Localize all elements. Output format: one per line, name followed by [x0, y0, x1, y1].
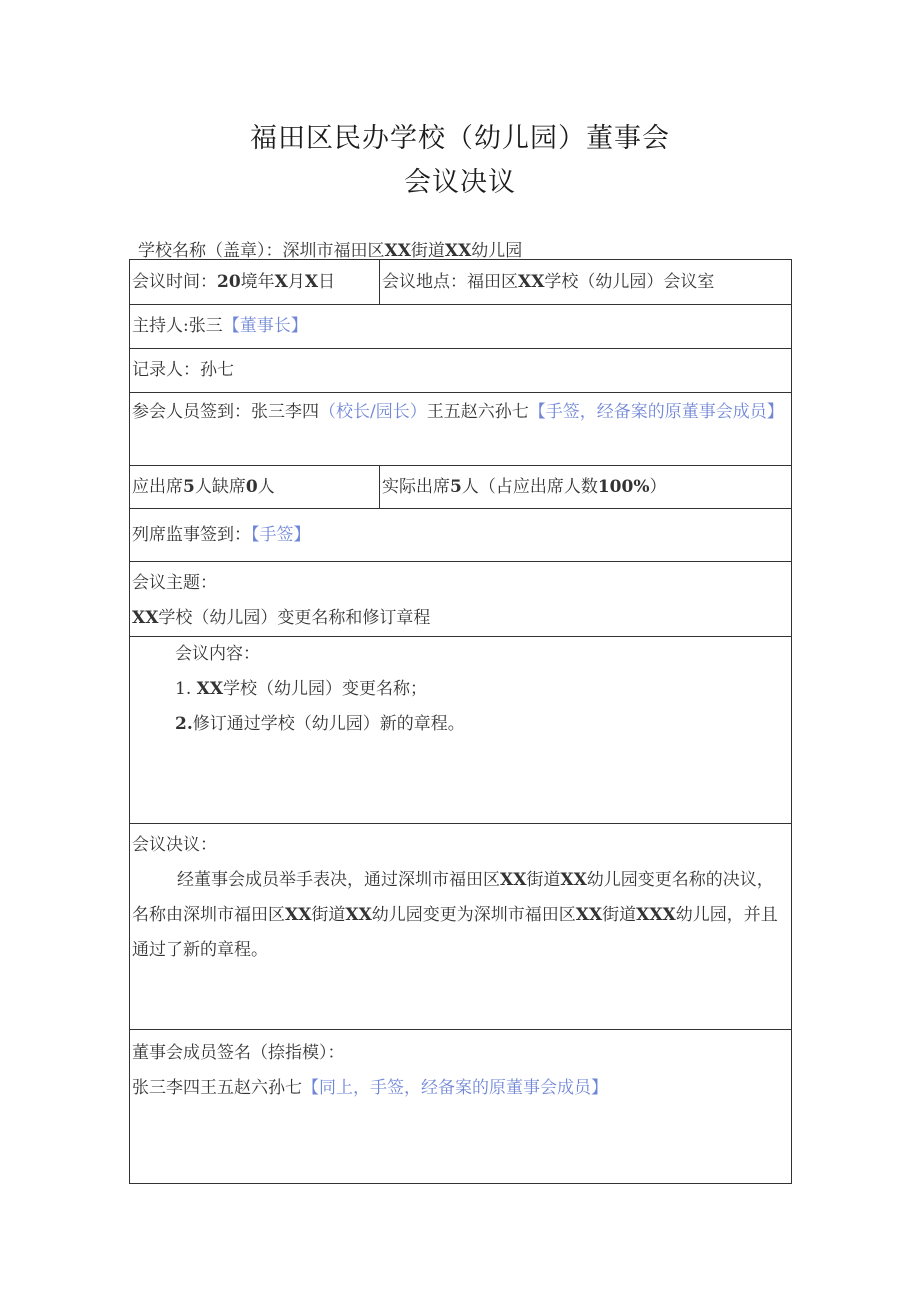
res-bold-1: XX — [500, 870, 527, 890]
signature-cell — [130, 1030, 792, 1184]
res-bold-5: XX — [575, 905, 603, 925]
resolution-text — [132, 863, 789, 968]
topic-text — [132, 601, 789, 636]
time-day-suffix: 日 — [318, 271, 336, 292]
document-subtitle: 会议决议 — [404, 167, 516, 198]
res-part-5: 幼儿园变更为深圳市福田区 — [371, 905, 576, 925]
item2-rest: 修订通过学校（幼儿园）新的章程。 — [192, 714, 465, 734]
time-day: X — [304, 271, 319, 292]
attendees-role: （校长/园长） — [319, 402, 427, 422]
host-cell — [130, 305, 792, 349]
host-note: 【董事长】 — [222, 316, 308, 336]
place-label: 会议地点：福田区 — [382, 271, 518, 292]
absent-count: 0 — [245, 476, 258, 497]
topic-label: 会议主题： — [132, 573, 217, 593]
actual-end: ） — [649, 476, 667, 497]
supervisor-label: 列席监事签到： — [132, 524, 251, 545]
school-mid: 街道 — [410, 241, 445, 261]
actual-mid: 人（占应出席人数 — [461, 476, 598, 497]
school-bold-1: XX — [384, 241, 411, 261]
sign-names: 张三李四王五赵六孙七 — [132, 1078, 302, 1098]
place-bold: XX — [518, 271, 545, 292]
sign-note: 【同上，手签，经备案的原董事会成员】 — [302, 1078, 608, 1098]
actual-label: 实际出席 — [382, 476, 450, 497]
item2-num: 2. — [175, 714, 193, 734]
resolution-table — [129, 259, 792, 1184]
school-bold-2: XX — [444, 241, 472, 261]
due-count: 5 — [183, 476, 195, 497]
meeting-place-cell — [380, 260, 792, 305]
school-label: 学校名称（盖章）：深圳市福田区 — [138, 241, 385, 261]
res-part-4: 街道 — [311, 905, 346, 925]
attendees-label: 参会人员签到：张三李四 — [132, 402, 319, 422]
attendees-note: 【手签，经备案的原董事会成员】 — [528, 402, 784, 422]
time-year-suffix: 境年 — [240, 271, 275, 292]
res-bold-3: XX — [285, 905, 312, 925]
topic-cell — [130, 562, 792, 637]
resolution-cell — [130, 824, 792, 1030]
school-end: 幼儿园 — [471, 241, 523, 261]
due-label: 应出席 — [132, 476, 183, 497]
actual-count: 5 — [450, 476, 462, 497]
supervisor-cell — [130, 509, 792, 562]
res-bold-4: XX — [345, 905, 372, 925]
topic-rest: 学校（幼儿园）变更名称和修订章程 — [158, 608, 431, 628]
content-cell — [130, 637, 792, 824]
sign-label: 董事会成员签名（捺指模）： — [132, 1043, 345, 1063]
school-name-line — [138, 236, 522, 261]
resolution-label: 会议决议： — [132, 835, 217, 855]
due-end: 人 — [257, 476, 275, 497]
recorder-cell: 记录人：孙七 — [130, 349, 792, 393]
time-month-suffix: 月 — [287, 271, 305, 292]
res-bold-2: XX — [560, 870, 587, 890]
attendees-names: 王五赵六孙七 — [426, 402, 529, 422]
time-label: 会议时间： — [132, 271, 217, 292]
content-item-2 — [175, 707, 789, 742]
sign-line — [132, 1071, 789, 1106]
attendees-cell — [130, 393, 792, 466]
meeting-time-cell — [130, 260, 380, 305]
actual-pct: 100% — [597, 476, 650, 497]
time-month: X — [274, 271, 288, 292]
item1-rest: 学校（幼儿园）变更名称； — [223, 679, 428, 699]
place-rest: 学校（幼儿园）会议室 — [544, 271, 715, 292]
res-part-2: 街道 — [526, 870, 561, 890]
res-part-1: 经董事会成员举手表决，通过深圳市福田区 — [177, 870, 500, 890]
topic-bold: XX — [132, 608, 159, 628]
res-part-3: 幼儿园变更名称的决议，名称由深圳市福田区 — [132, 870, 774, 925]
supervisor-note: 【手签】 — [251, 524, 311, 545]
due-mid: 人缺席 — [194, 476, 246, 497]
actual-attendance-cell — [380, 466, 792, 509]
res-part-6: 街道 — [602, 905, 637, 925]
content-label: 会议内容： — [175, 644, 260, 664]
host-label: 主持人:张三 — [132, 316, 223, 336]
res-bold-6: XXX — [636, 905, 676, 925]
res-part-7: 幼儿园，并且通过了新的章程。 — [132, 905, 778, 960]
time-year: 20 — [217, 271, 241, 292]
document-title: 福田区民办学校（幼儿园）董事会 — [250, 123, 670, 154]
item1-num: 1. — [175, 679, 192, 699]
item1-bold: XX — [196, 679, 224, 699]
content-item-1 — [175, 672, 789, 707]
due-attendance-cell — [130, 466, 380, 509]
